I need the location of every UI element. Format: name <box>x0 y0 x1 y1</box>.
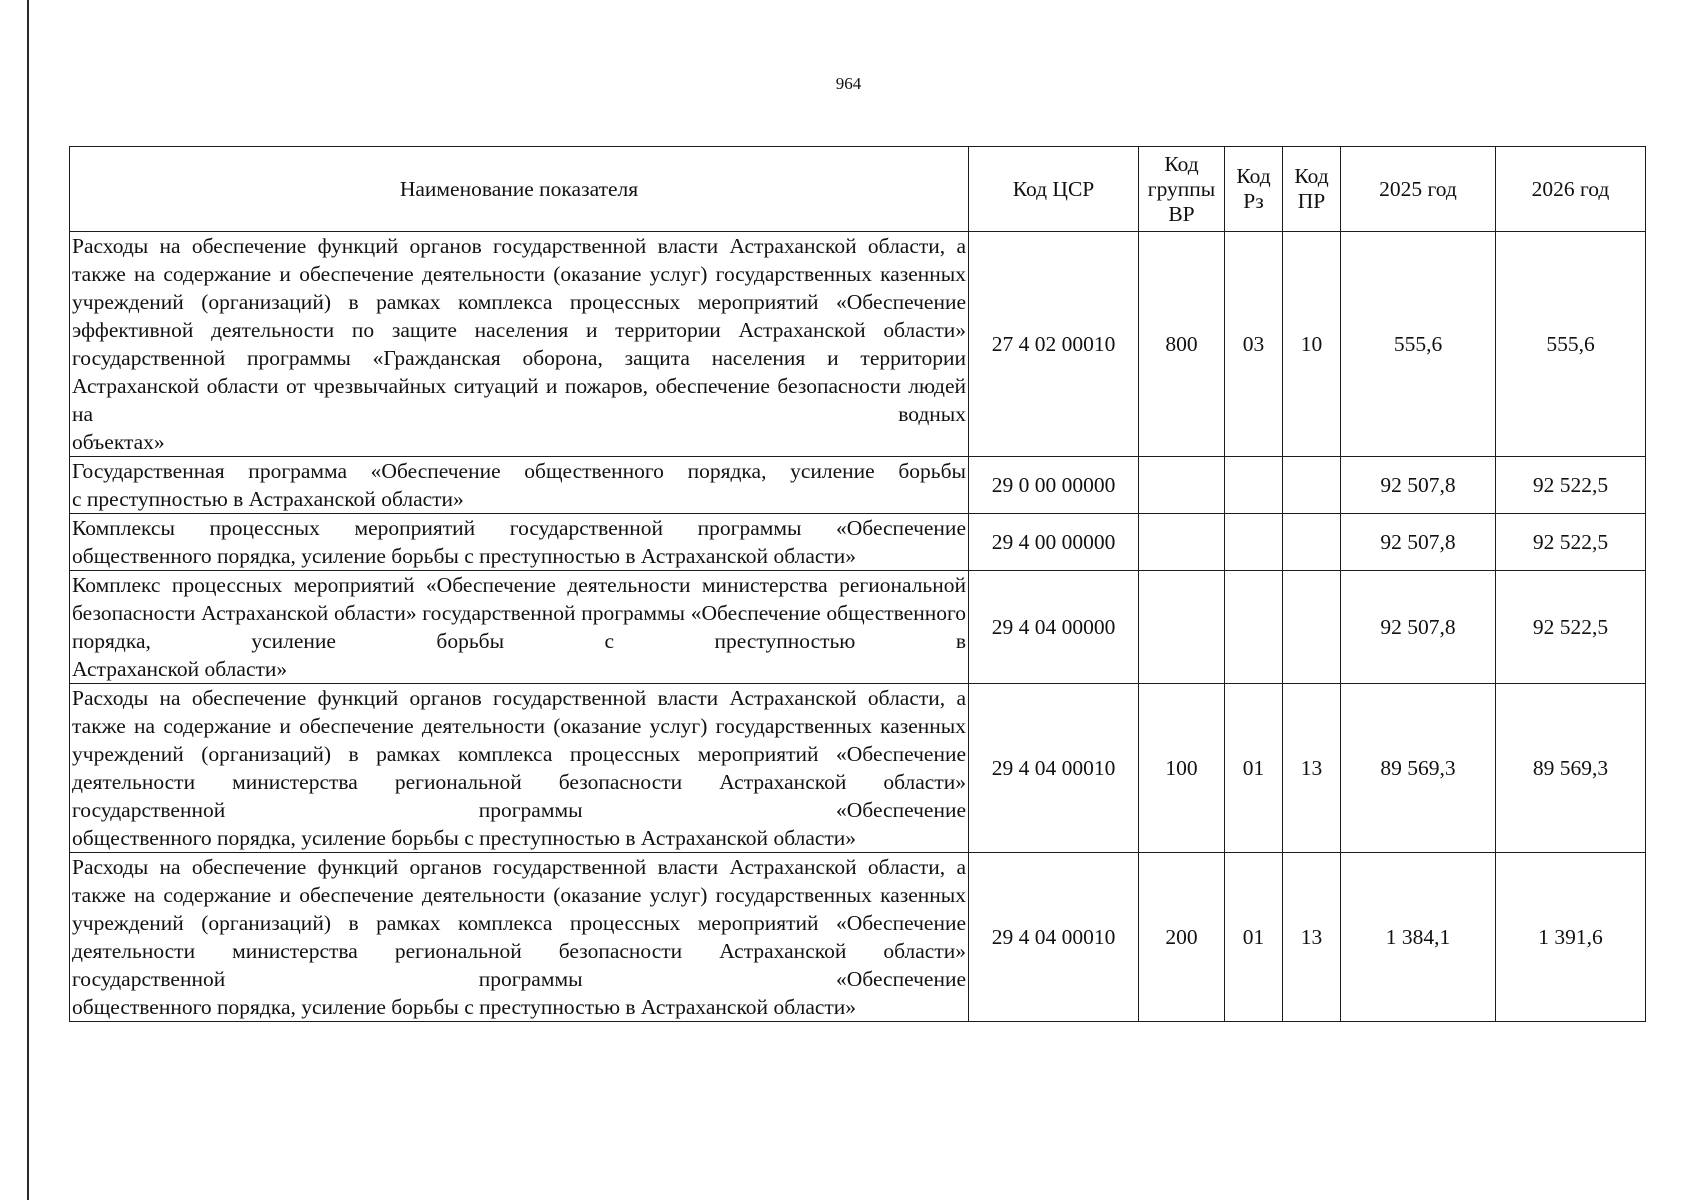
row-csr-code: 29 4 04 00010 <box>969 853 1139 1022</box>
row-name-cell <box>70 571 969 684</box>
row-name-text: Комплекс процессных мероприятий «Обеспечение деятельности министерства региональной безопасности Астраханской области» государственной программы «Обеспечение общественного порядка, усиление борьбы с преступностью в <box>72 573 966 653</box>
row-csr-code: 29 0 00 00000 <box>969 457 1139 514</box>
header-name: Наименование показателя <box>70 147 969 232</box>
header-rz-code: Код Рз <box>1225 147 1283 232</box>
row-vr-code: 200 <box>1139 853 1225 1022</box>
row-csr-code: 29 4 04 00010 <box>969 684 1139 853</box>
row-csr-code: 29 4 00 00000 <box>969 514 1139 571</box>
row-rz-code <box>1225 514 1283 571</box>
row-rz-code <box>1225 571 1283 684</box>
header-row <box>70 147 1646 232</box>
header-pr-code: Код ПР <box>1283 147 1341 232</box>
page-number: 964 <box>835 74 862 93</box>
row-vr-code <box>1139 571 1225 684</box>
row-name-text: Государственная программа «Обеспечение общественного порядка, усиление борьбы <box>72 459 966 483</box>
row-rz-code: 01 <box>1225 853 1283 1022</box>
row-name-cell <box>70 684 969 853</box>
table-row <box>70 514 1646 571</box>
row-vr-code: 100 <box>1139 684 1225 853</box>
row-name-last-line: общественного порядка, усиление борьбы с преступностью в Астраханской области» <box>72 995 857 1019</box>
binding-margin-line <box>27 0 29 1200</box>
row-amount-2025: 1 384,1 <box>1341 853 1496 1022</box>
row-csr-code: 27 4 02 00010 <box>969 232 1139 457</box>
row-vr-code <box>1139 514 1225 571</box>
table-row <box>70 684 1646 853</box>
row-amount-2026: 92 522,5 <box>1496 457 1646 514</box>
table-row <box>70 457 1646 514</box>
row-name-last-line: общественного порядка, усиление борьбы с преступностью в Астраханской области» <box>72 544 857 568</box>
row-name-text: Расходы на обеспечение функций органов государственной власти Астраханской области, а также на содержание и обеспечение деятельности (оказание услуг) государственных казенных учреждений (организаций) в рамках комплекса процессных мероприятий «Обеспечение деятельности министерства региональной безопасности Астраханской области» государственной программы «Обеспечение <box>72 855 966 991</box>
table-row <box>70 571 1646 684</box>
row-name-text: Расходы на обеспечение функций органов государственной власти Астраханской области, а также на содержание и обеспечение деятельности (оказание услуг) государственных казенных учреждений (организаций) в рамках комплекса процессных мероприятий «Обеспечение деятельности министерства региональной безопасности Астраханской области» государственной программы «Обеспечение <box>72 686 966 822</box>
row-rz-code <box>1225 457 1283 514</box>
row-amount-2026: 555,6 <box>1496 232 1646 457</box>
row-pr-code <box>1283 514 1341 571</box>
row-pr-code <box>1283 571 1341 684</box>
table-row <box>70 853 1646 1022</box>
row-amount-2025: 89 569,3 <box>1341 684 1496 853</box>
row-name-cell <box>70 232 969 457</box>
header-csr-code: Код ЦСР <box>969 147 1139 232</box>
row-csr-code: 29 4 04 00000 <box>969 571 1139 684</box>
row-name-cell <box>70 514 969 571</box>
row-pr-code: 13 <box>1283 853 1341 1022</box>
row-amount-2025: 92 507,8 <box>1341 514 1496 571</box>
table-row <box>70 232 1646 457</box>
row-name-last-line: общественного порядка, усиление борьбы с преступностью в Астраханской области» <box>72 826 857 850</box>
row-name-text: Комплексы процессных мероприятий государственной программы «Обеспечение <box>72 516 966 540</box>
row-name-last-line: объектах» <box>72 430 165 454</box>
row-name-cell <box>70 853 969 1022</box>
header-year-2025: 2025 год <box>1341 147 1496 232</box>
row-name-cell <box>70 457 969 514</box>
row-amount-2026: 92 522,5 <box>1496 571 1646 684</box>
row-amount-2025: 555,6 <box>1341 232 1496 457</box>
row-name-last-line: с преступностью в Астраханской области» <box>72 487 464 511</box>
row-amount-2026: 92 522,5 <box>1496 514 1646 571</box>
row-pr-code <box>1283 457 1341 514</box>
row-rz-code: 01 <box>1225 684 1283 853</box>
row-vr-code: 800 <box>1139 232 1225 457</box>
table-header <box>70 147 1646 232</box>
row-amount-2025: 92 507,8 <box>1341 457 1496 514</box>
budget-table <box>69 146 1646 1022</box>
header-vr-code: Код группы ВР <box>1139 147 1225 232</box>
row-pr-code: 10 <box>1283 232 1341 457</box>
row-name-text: Расходы на обеспечение функций органов государственной власти Астраханской области, а также на содержание и обеспечение деятельности (оказание услуг) государственных казенных учреждений (организаций) в рамках комплекса процессных мероприятий «Обеспечение эффективной деятельности по защите населения и территории Астраханской области» государственной программы «Гражданская оборона, защита населения и территории Астраханской области от чрезвычайных ситуаций и пожаров, обеспечение безопасности людей на водных <box>72 234 966 426</box>
row-pr-code: 13 <box>1283 684 1341 853</box>
row-vr-code <box>1139 457 1225 514</box>
row-amount-2026: 1 391,6 <box>1496 853 1646 1022</box>
row-amount-2025: 92 507,8 <box>1341 571 1496 684</box>
header-year-2026: 2026 год <box>1496 147 1646 232</box>
table-body <box>70 232 1646 1022</box>
row-name-last-line: Астраханской области» <box>72 657 288 681</box>
row-rz-code: 03 <box>1225 232 1283 457</box>
row-amount-2026: 89 569,3 <box>1496 684 1646 853</box>
